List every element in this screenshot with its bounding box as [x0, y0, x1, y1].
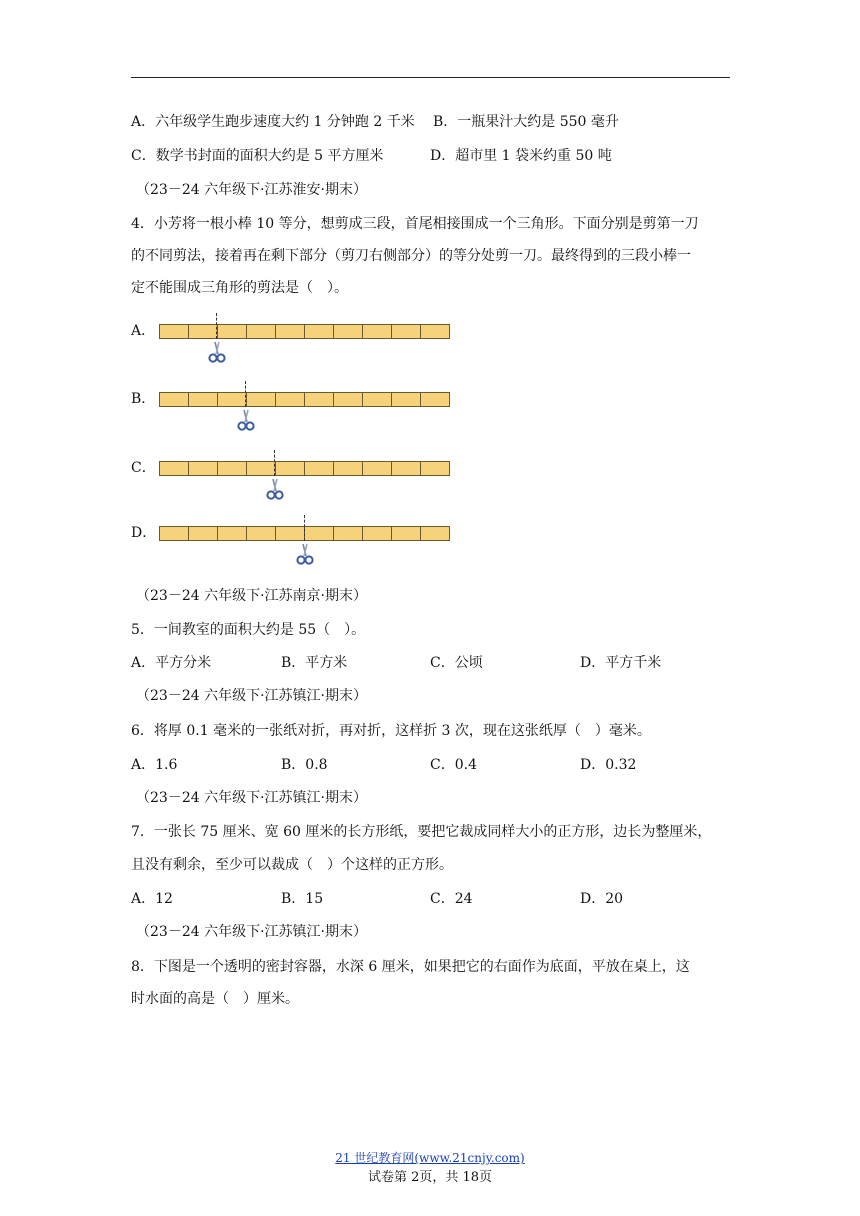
- stick-segment: [218, 527, 247, 540]
- q6-option-a: A．1.6: [131, 757, 178, 773]
- stick-segment: [276, 462, 305, 475]
- stick-segment: [276, 325, 305, 338]
- stick-segment: [189, 393, 218, 406]
- stick-segment: [305, 325, 334, 338]
- stick-segment: [334, 462, 363, 475]
- cut-dashed-line: [245, 381, 246, 407]
- stick-c: [159, 461, 450, 476]
- cut-dashed-line: [274, 450, 275, 476]
- q5-question: 5．一间教室的面积大约是 55（ ）。: [131, 622, 366, 638]
- stick-segment: [160, 462, 189, 475]
- q3-option-c: C．数学书封面的面积大约是 5 平方厘米: [131, 148, 384, 164]
- q4-source: （23－24 六年级下·江苏淮安·期末）: [136, 182, 367, 198]
- q8-source: （23－24 六年级下·江苏镇江·期末）: [136, 924, 367, 940]
- footer-site-link[interactable]: 21 世纪教育网(www.21cnjy.com): [335, 1151, 525, 1165]
- stick-segment: [189, 462, 218, 475]
- stick-segment: [392, 393, 421, 406]
- stick-segment: [218, 393, 247, 406]
- stick-segment: [160, 325, 189, 338]
- stick-segment: [218, 325, 247, 338]
- q4-option-label-b: B．: [131, 391, 156, 407]
- stick-segment: [334, 393, 363, 406]
- q5-option-b: B．平方米: [281, 655, 348, 671]
- stick-segment: [305, 462, 334, 475]
- stick-segment: [334, 527, 363, 540]
- q4-text-line3: 定不能围成三角形的剪法是（ ）。: [131, 280, 348, 296]
- scissors-icon: [294, 542, 316, 566]
- stick-segment: [247, 393, 276, 406]
- stick-segment: [421, 325, 449, 338]
- stick-segment: [189, 325, 218, 338]
- q6-option-b: B．0.8: [281, 757, 328, 773]
- q7-text-line2: 且没有剩余，至少可以裁成（ ）个这样的正方形。: [131, 857, 453, 873]
- q3-option-a: A．六年级学生跑步速度大约 1 分钟跑 2 千米: [131, 114, 415, 130]
- q8-text-line1: 8．下图是一个透明的密封容器，水深 6 厘米，如果把它的右面作为底面，平放在桌上，这: [131, 959, 690, 975]
- q5-option-d: D．平方千米: [580, 655, 662, 671]
- footer-page-number: 试卷第 2页，共 18页: [367, 1170, 493, 1185]
- scissors-icon: [206, 340, 228, 364]
- cut-dashed-line: [304, 515, 305, 541]
- stick-segment: [334, 325, 363, 338]
- stick-segment: [305, 393, 334, 406]
- q4-text-line1: 4．小芳将一根小棒 10 等分，想剪成三段，首尾相接围成一个三角形。下面分别是剪第一刀: [131, 216, 699, 232]
- q4-text-line2: 的不同剪法，接着再在剩下部分（剪刀右侧部分）的等分处剪一刀。最终得到的三段小棒一: [131, 248, 691, 264]
- stick-a: [159, 324, 450, 339]
- q8-text-line2: 时水面的高是（ ）厘米。: [131, 991, 299, 1007]
- stick-segment: [247, 325, 276, 338]
- stick-segment: [276, 393, 305, 406]
- stick-segment: [189, 527, 218, 540]
- q7-option-b: B．15: [281, 891, 324, 907]
- stick-segment: [247, 527, 276, 540]
- stick-segment: [363, 527, 392, 540]
- q6-question: 6．将厚 0.1 毫米的一张纸对折，再对折，这样折 3 次，现在这张纸厚（ ）毫米。: [131, 723, 651, 739]
- cut-dashed-line: [216, 313, 217, 339]
- stick-segment: [160, 527, 189, 540]
- q4-option-label-c: C．: [131, 460, 156, 476]
- q7-text-line1: 7．一张长 75 厘米、宽 60 厘米的长方形纸，要把它裁成同样大小的正方形，边长为整厘米，: [131, 824, 712, 840]
- q5-option-c: C．公顷: [430, 655, 483, 671]
- stick-segment: [160, 393, 189, 406]
- q7-option-d: D．20: [580, 891, 624, 907]
- stick-segment: [363, 462, 392, 475]
- scissors-icon: [235, 408, 257, 432]
- stick-segment: [363, 325, 392, 338]
- stick-segment: [247, 462, 276, 475]
- stick-segment: [421, 393, 449, 406]
- stick-segment: [276, 527, 305, 540]
- stick-segment: [392, 527, 421, 540]
- q6-option-c: C．0.4: [430, 757, 477, 773]
- q5-option-a: A．平方分米: [131, 655, 212, 671]
- q6-option-d: D．0.32: [580, 757, 637, 773]
- stick-b: [159, 392, 450, 407]
- stick-segment: [392, 462, 421, 475]
- stick-segment: [392, 325, 421, 338]
- q5-source: （23－24 六年级下·江苏南京·期末）: [136, 588, 367, 604]
- q3-option-b: B．一瓶果汁大约是 550 毫升: [433, 114, 619, 130]
- q7-option-c: C．24: [430, 891, 473, 907]
- q7-option-a: A．12: [131, 891, 173, 907]
- stick-segment: [421, 462, 449, 475]
- q4-option-label-a: A．: [131, 323, 156, 339]
- stick-segment: [305, 527, 334, 540]
- q3-option-d: D．超市里 1 袋米约重 50 吨: [430, 148, 612, 164]
- stick-segment: [218, 462, 247, 475]
- stick-segment: [363, 393, 392, 406]
- header-rule: [131, 77, 730, 78]
- stick-segment: [421, 527, 449, 540]
- q6-source: （23－24 六年级下·江苏镇江·期末）: [136, 688, 367, 704]
- q7-source: （23－24 六年级下·江苏镇江·期末）: [136, 790, 367, 806]
- q4-option-label-d: D．: [131, 525, 157, 541]
- scissors-icon: [264, 477, 286, 501]
- stick-d: [159, 526, 450, 541]
